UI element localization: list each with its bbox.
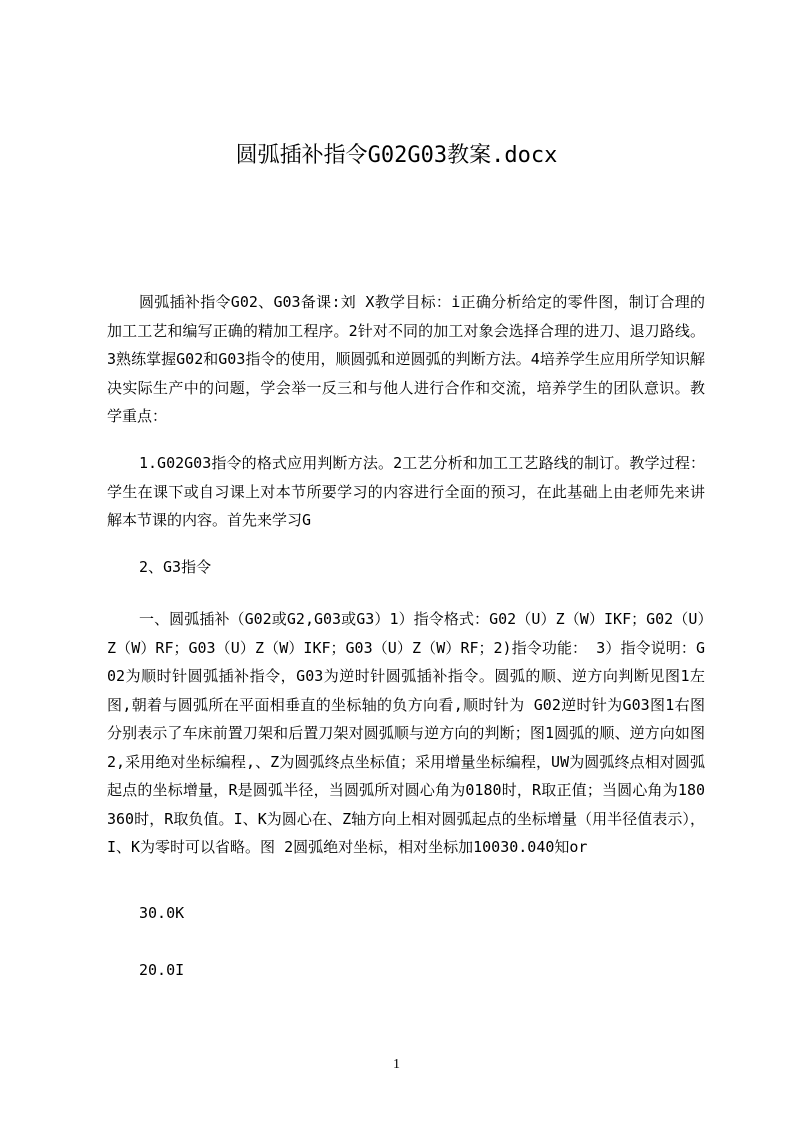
paragraph-key-points: 1.G02G03指令的格式应用判断方法。2工艺分析和加工工艺路线的制订。教学过程：学生在课下或自习课上对本节所要学习的内容进行全面的预习，在此基础上由老师先来讲解本节课的内容。首先来学习G [107, 454, 705, 529]
paragraph-value-k: 30.0K [139, 904, 185, 922]
document-title: 圆弧插补指令G02G03教案.docx [235, 143, 558, 168]
paragraph-objectives: 圆弧插补指令G02、G03备课:刘 X教学目标：i正确分析给定的零件图，制订合理的加工工艺和编写正确的精加工程序。2针对不同的加工对象会选择合理的进刀、退刀路线。3熟练掌握G02和G03指令的使用，顺圆弧和逆圆弧的判断方法。4培养学生应用所学知识解决实际生产中的问题，学会举一反三和与他人进行合作和交流，培养学生的团队意识。教学重点： [107, 293, 705, 425]
paragraph-arc-interpolation: 一、圆弧插补（G02或G2,G03或G3）1）指令格式：G02（U）Z（W）IKF；G02（U）Z（W）RF；G03（U）Z（W）IKF；G03（U）Z（W）RF；2)指令功能： 3）指令说明：G02为顺时针圆弧插补指令，G03为逆时针圆弧插补指令。圆弧的顺、逆方向判断见图1左图,朝着与圆弧所在平面相垂直的坐标轴的负方向看,顺时针为 G02逆时针为G03图1右图分别表示了车床前置刀架和后置刀架对圆弧顺与逆方向的判断；图1圆弧的顺、逆方向如图2,采用绝对坐标编程,、Z为圆弧终点坐标值；采用增量坐标编程，UW为圆弧终点相对圆弧起点的坐标增量，R是圆弧半径，当圆弧所对圆心角为0180时，R取正值；当圆心角为180360时，R取负值。I、K为圆心在、Z轴方向上相对圆弧起点的坐标增量（用半径值表示），I、K为零时可以省略。图 2圆弧绝对坐标，相对坐标加10030.040知or [107, 610, 705, 856]
paragraph-g3-heading: 2、G3指令 [139, 558, 212, 576]
page-number: 1 [393, 1057, 400, 1072]
paragraph-value-i: 20.0I [139, 961, 185, 979]
